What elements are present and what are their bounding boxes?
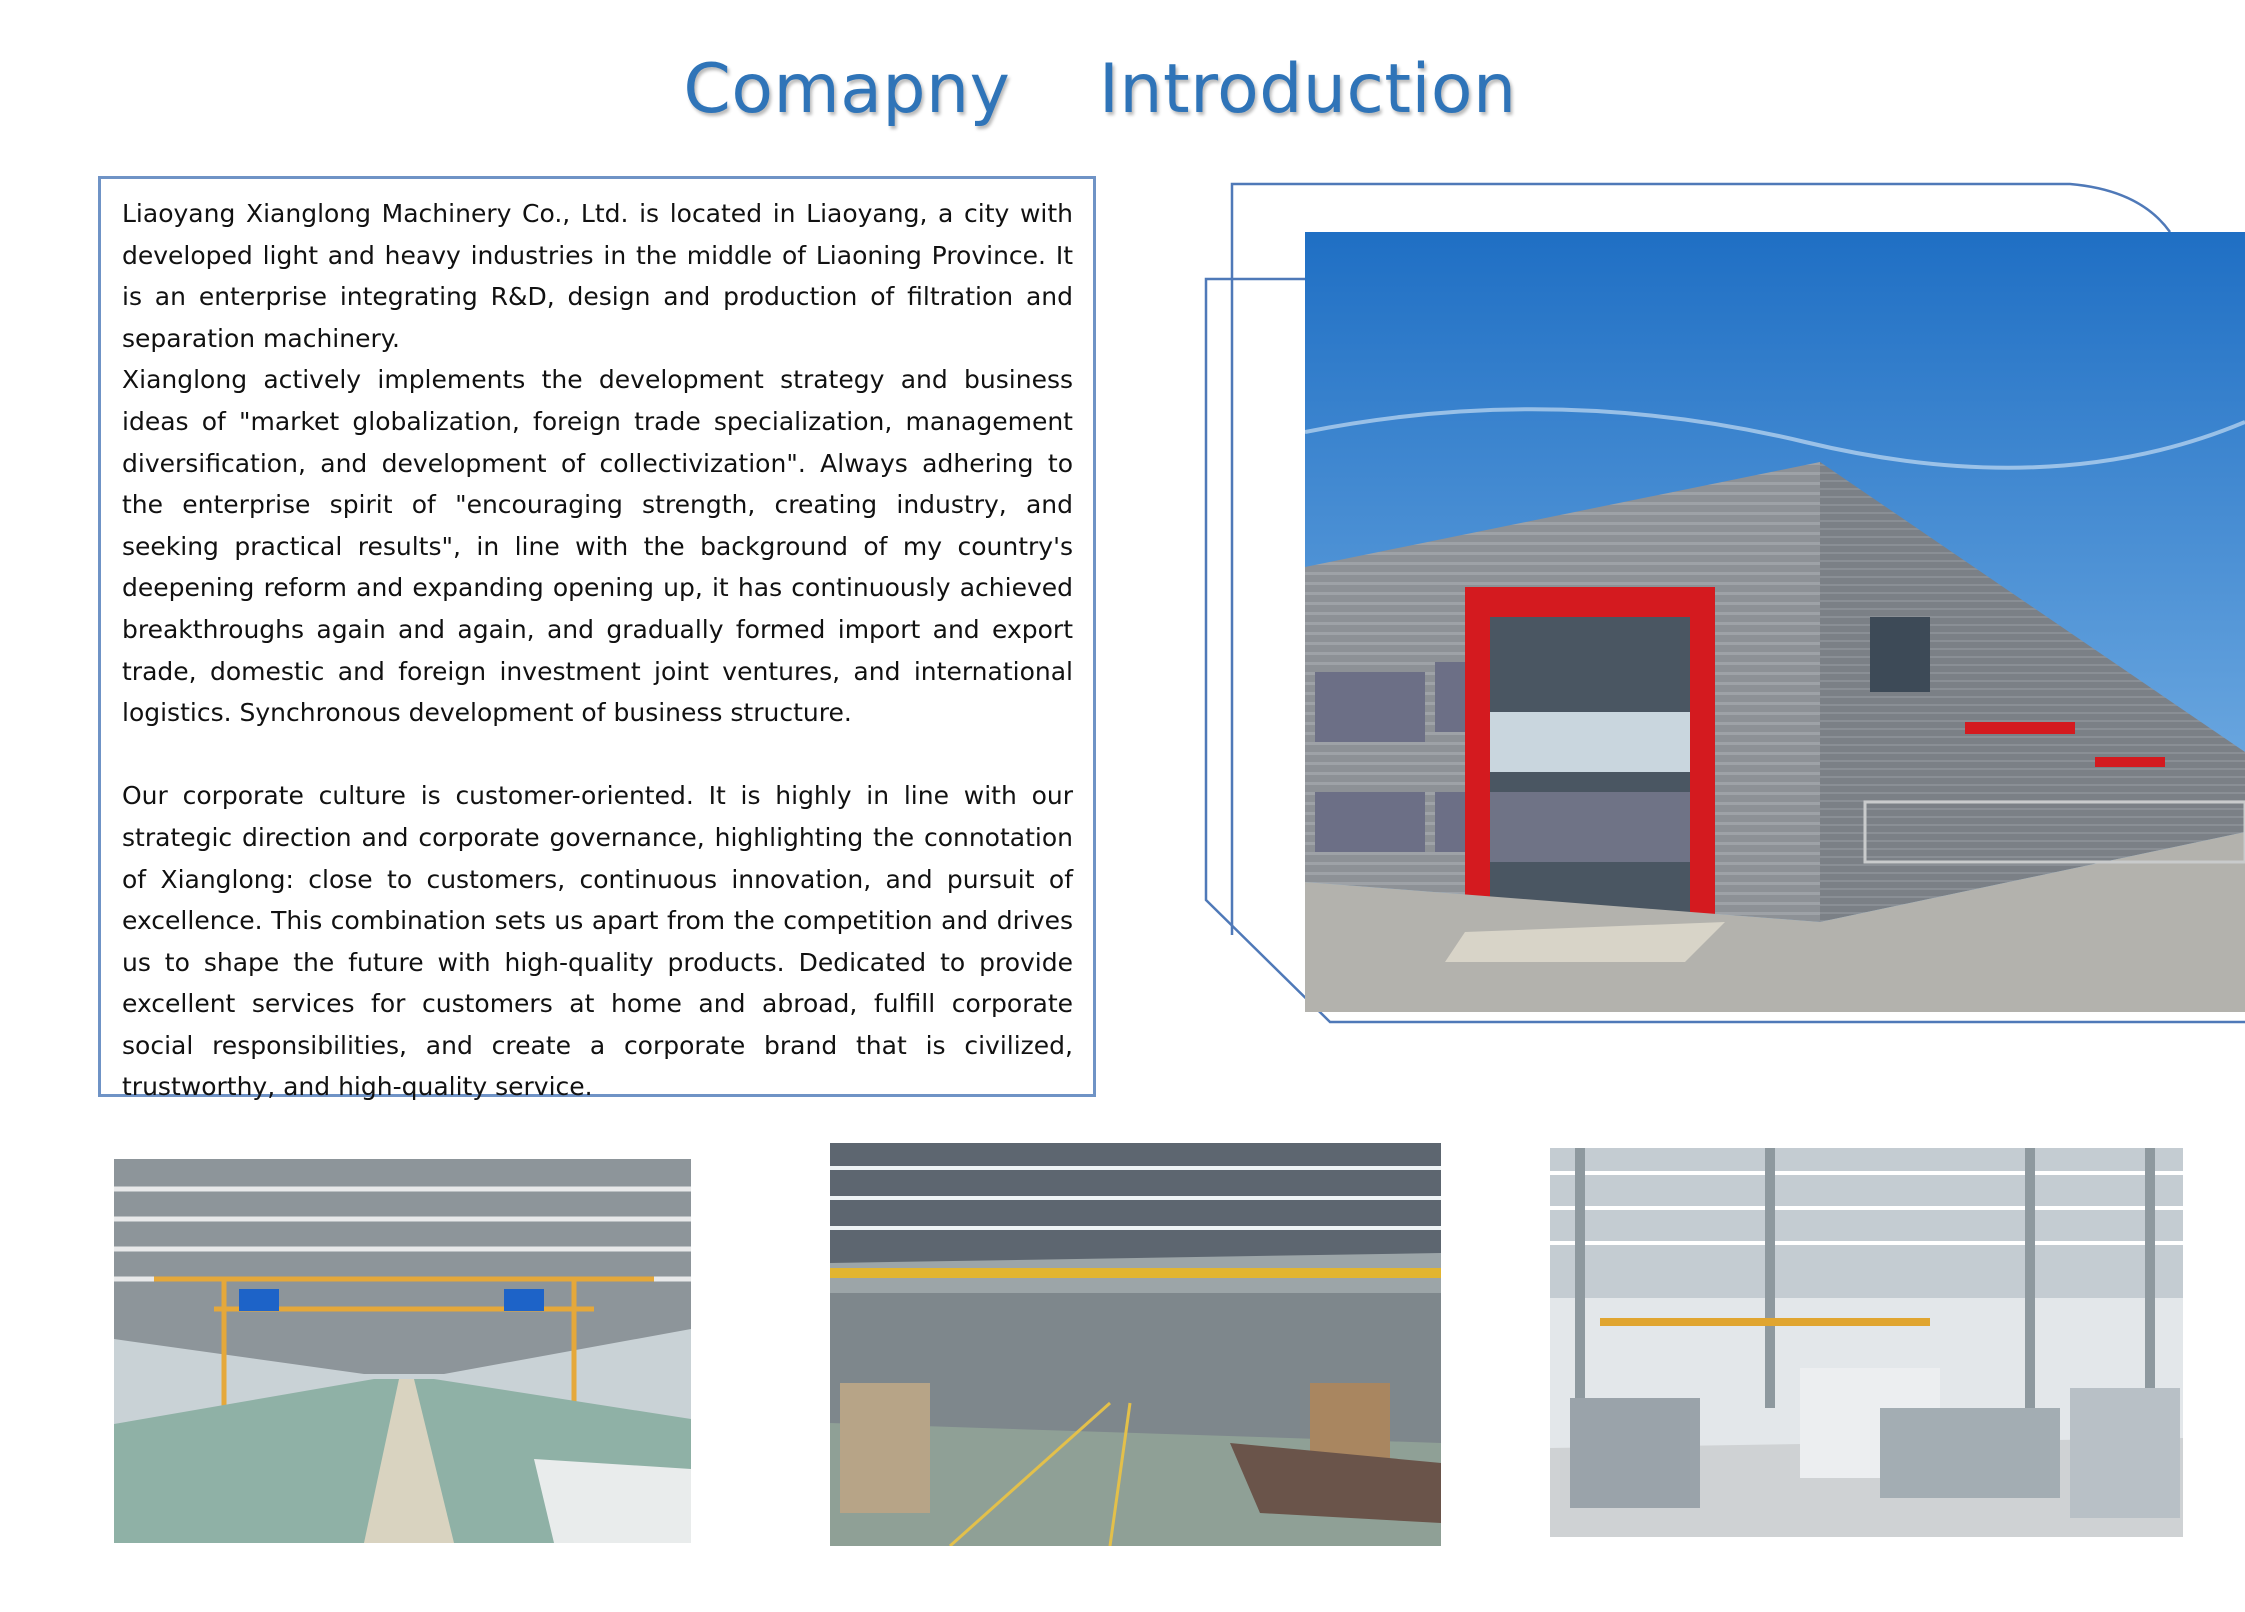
introduction-text-box [98, 176, 1096, 1102]
factory-building-photo [1305, 232, 2245, 1012]
intro-paragraph-3: Our corporate culture is customer-oriented. It is highly in line with our strategic direction and corporate governance, highlighting the connotation of Xianglong: close to customers, continuous innovation, and pursuit of excellence. This combination sets us apart from the competition and drives us to shape the future with high-quality products. Dedicated to provide excellent services for customers at home and abroad, fulfill corporate social responsibilities, and create a corporate brand that is civilized, trustworthy, and high-quality service. [122, 781, 1073, 1102]
workshop-photo-1 [114, 1159, 691, 1543]
workshop-photo-2 [830, 1143, 1441, 1546]
paragraph-spacer [122, 734, 1073, 776]
intro-paragraph-1: Liaoyang Xianglong Machinery Co., Ltd. is located in Liaoyang, a city with developed light and heavy industries in the middle of Liaoning Province. It is an enterprise integrating R&D, design and production of filtration and separation machinery. [122, 199, 1073, 353]
workshop-photo-3 [1550, 1148, 2183, 1537]
intro-paragraph-2: Xianglong actively implements the development strategy and business ideas of "market globalization, foreign trade specialization, management diversification, and development of collectivization". Always adhering to the enterprise spirit of "encouraging strength, creating industry, and seeking practical results", in line with the background of my country's deepening reform and expanding opening up, it has continuously achieved breakthroughs again and again, and gradually formed import and export trade, domestic and foreign investment joint ventures, and international logistics. Synchronous development of business structure. [122, 365, 1073, 728]
page-title: Comapny Introduction [683, 50, 1517, 129]
